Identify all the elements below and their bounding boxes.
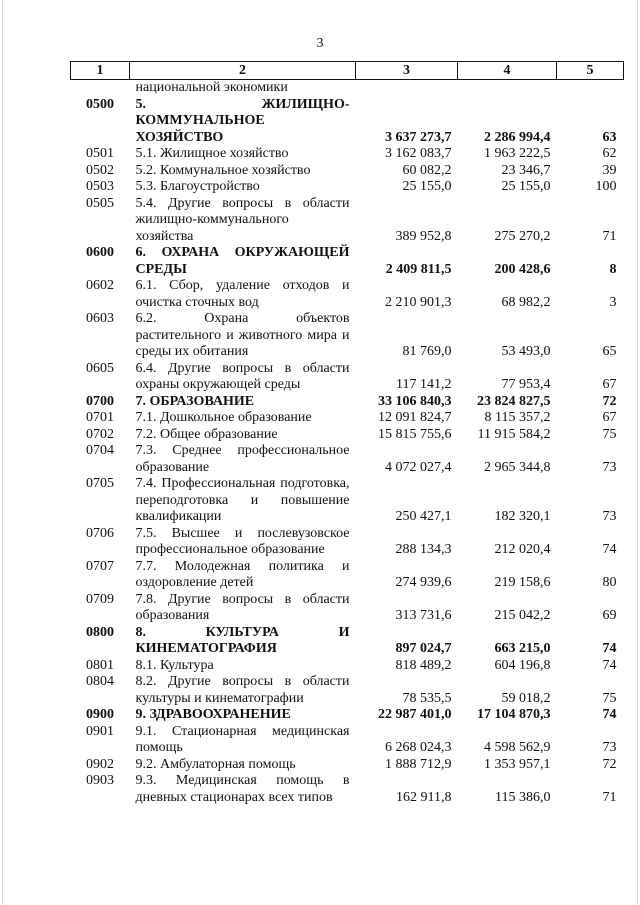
scan-edge-left <box>2 0 3 905</box>
row-fact-amount: 212 020,4 <box>494 542 551 557</box>
row-name: 5.3. Благоустройство <box>135 179 260 194</box>
row-percent: 69 <box>602 608 617 623</box>
table-section-row <box>71 394 624 411</box>
row-percent: 80 <box>602 575 617 590</box>
row-name: 6.2. Охрана объектов растительного и животного мира и среды их обитания <box>135 311 350 359</box>
row-percent: 72 <box>602 756 617 772</box>
row-code: 0701 <box>86 410 114 425</box>
row-name: 8.2. Другие вопросы в области культуры и кинематографии <box>135 674 350 706</box>
row-percent: 75 <box>602 426 617 442</box>
table-section-row <box>71 97 624 147</box>
row-name: 9.3. Медицинская помощь в дневных стационарах всех типов <box>135 773 350 805</box>
row-percent: 73 <box>602 740 617 755</box>
row-percent: 67 <box>602 377 617 392</box>
row-fact-amount: 23 824 827,5 <box>477 393 551 409</box>
row-code: 0600 <box>86 245 114 260</box>
row-name: 7.5. Высшее и послевузовское профессиональное образование <box>135 525 350 557</box>
table-row <box>71 757 624 774</box>
row-fact-amount: 25 155,0 <box>501 179 551 194</box>
table-row <box>71 146 624 163</box>
table-row <box>71 443 624 476</box>
row-percent: 63 <box>602 129 617 145</box>
row-fact-amount: 77 953,4 <box>501 377 551 392</box>
row-name: 6.4. Другие вопросы в области охраны окружающей среды <box>135 360 350 392</box>
row-plan-amount: 162 911,8 <box>396 789 452 805</box>
row-code: 0605 <box>86 360 114 376</box>
row-name: национальной экономики <box>135 80 288 95</box>
row-plan-amount: 313 731,6 <box>395 608 452 623</box>
row-percent <box>557 80 624 97</box>
row-plan-amount: 4 072 027,4 <box>385 459 452 475</box>
table-row <box>71 476 624 526</box>
row-fact-amount: 115 386,0 <box>495 789 551 805</box>
row-fact-amount: 275 270,2 <box>494 228 551 244</box>
row-plan-amount: 274 939,6 <box>395 575 452 590</box>
row-fact-amount: 11 915 584,2 <box>477 426 551 442</box>
row-percent: 74 <box>602 641 617 656</box>
header-row <box>71 62 624 80</box>
table-row <box>71 410 624 427</box>
row-plan-amount: 818 489,2 <box>395 657 452 673</box>
row-plan-amount: 78 535,5 <box>402 690 452 706</box>
row-percent: 74 <box>602 657 617 673</box>
row-fact-amount: 1 963 222,5 <box>484 146 551 161</box>
row-code: 0801 <box>86 657 114 673</box>
row-code: 0502 <box>86 162 114 178</box>
row-percent: 65 <box>602 344 617 359</box>
row-name: 7.3. Среднее профессиональное образование <box>135 443 350 475</box>
row-code: 0707 <box>86 558 114 574</box>
table-body <box>71 80 624 807</box>
scan-edge-right <box>637 0 638 905</box>
header-col-3: 3 <box>356 62 458 80</box>
row-plan-amount: 2 409 811,5 <box>385 261 452 277</box>
row-fact-amount: 1 353 957,1 <box>484 756 551 772</box>
table-row <box>71 526 624 559</box>
row-percent: 73 <box>602 509 617 524</box>
page-number: 3 <box>316 36 324 51</box>
row-code: 0700 <box>86 393 114 409</box>
row-percent: 3 <box>609 294 617 310</box>
row-name: 5.4. Другие вопросы в области жилищно-коммунального хозяйства <box>135 195 350 244</box>
row-plan-amount: 3 637 273,7 <box>385 129 452 145</box>
row-fact-amount: 2 965 344,8 <box>484 459 551 475</box>
row-fact-amount: 4 598 562,9 <box>484 740 551 755</box>
row-code: 0901 <box>86 723 114 739</box>
row-code: 0704 <box>86 443 114 458</box>
row-percent: 67 <box>602 410 617 425</box>
row-percent: 8 <box>609 261 617 277</box>
row-percent: 71 <box>602 228 617 244</box>
table-section-row <box>71 707 624 724</box>
row-code: 0603 <box>86 311 114 326</box>
table-row <box>71 163 624 180</box>
row-percent: 39 <box>602 162 617 178</box>
header-col-5: 5 <box>557 62 624 80</box>
row-code: 0500 <box>86 96 114 112</box>
table-row <box>71 427 624 444</box>
row-plan-amount: 33 106 840,3 <box>378 393 452 409</box>
row-fact-amount: 182 320,1 <box>494 509 551 524</box>
row-plan-amount: 117 141,2 <box>396 377 452 392</box>
row-name: 7.1. Дошкольное образование <box>135 410 312 425</box>
row-code: 0705 <box>86 476 114 491</box>
row-percent: 72 <box>602 393 617 409</box>
table-row <box>71 80 624 97</box>
row-name: 7.4. Профессиональная подготовка, переподготовка и повышение квалификации <box>135 476 350 524</box>
row-plan-amount <box>356 80 458 97</box>
row-plan-amount: 389 952,8 <box>395 228 452 244</box>
table-row <box>71 724 624 757</box>
row-plan-amount: 60 082,2 <box>402 162 452 178</box>
row-percent: 100 <box>595 179 617 194</box>
row-plan-amount: 15 815 755,6 <box>378 426 452 442</box>
row-code: 0800 <box>86 624 114 640</box>
row-fact-amount: 604 196,8 <box>494 657 551 673</box>
row-plan-amount: 6 268 024,3 <box>385 740 452 755</box>
row-plan-amount: 22 987 401,0 <box>378 707 452 722</box>
header-col-2: 2 <box>130 62 356 80</box>
table-section-row <box>71 245 624 278</box>
row-name: 7. ОБРАЗОВАНИЕ <box>135 393 255 409</box>
row-name: 8. КУЛЬТУРА И КИНЕМАТОГРАФИЯ <box>135 624 350 656</box>
row-code: 0902 <box>86 756 114 772</box>
row-name: 7.7. Молодежная политика и оздоровление детей <box>135 558 350 590</box>
row-code: 0702 <box>86 426 114 442</box>
table-row <box>71 179 624 196</box>
row-code: 0501 <box>86 146 114 161</box>
row-code: 0709 <box>86 591 114 607</box>
row-name: 7.8. Другие вопросы в области образования <box>135 591 350 623</box>
row-name: 8.1. Культура <box>135 657 214 673</box>
row-code: 0505 <box>86 195 114 211</box>
row-fact-amount: 23 346,7 <box>501 162 551 178</box>
row-name: 6. ОХРАНА ОКРУЖАЮЩЕЙ СРЕДЫ <box>135 245 350 277</box>
row-plan-amount: 250 427,1 <box>395 509 452 524</box>
row-name: 6.1. Сбор, удаление отходов и очистка сточных вод <box>135 278 350 310</box>
row-fact-amount: 2 286 994,4 <box>484 129 551 145</box>
row-fact-amount: 215 042,2 <box>494 608 551 623</box>
row-fact-amount: 17 104 870,3 <box>477 707 551 722</box>
row-code <box>71 80 130 97</box>
table-header <box>71 62 624 80</box>
row-fact-amount: 200 428,6 <box>494 261 551 277</box>
row-name: 5.1. Жилищное хозяйство <box>135 146 289 161</box>
row-plan-amount: 12 091 824,7 <box>378 410 452 425</box>
row-name: 5.2. Коммунальное хозяйство <box>135 162 311 178</box>
row-fact-amount: 53 493,0 <box>501 344 551 359</box>
row-fact-amount <box>458 80 557 97</box>
table-row <box>71 658 624 675</box>
row-code: 0804 <box>86 674 114 689</box>
row-name: 9. ЗДРАВООХРАНЕНИЕ <box>135 707 291 722</box>
row-plan-amount: 897 024,7 <box>395 641 452 656</box>
table-row <box>71 311 624 361</box>
row-name: 7.2. Общее образование <box>135 426 278 442</box>
row-code: 0503 <box>86 179 114 194</box>
row-code: 0900 <box>86 707 114 722</box>
row-plan-amount: 2 210 901,3 <box>385 294 452 310</box>
row-name: 9.2. Амбулаторная помощь <box>135 756 296 772</box>
row-plan-amount: 25 155,0 <box>402 179 452 194</box>
row-plan-amount: 81 769,0 <box>402 344 452 359</box>
table-row <box>71 196 624 246</box>
table-row <box>71 278 624 311</box>
table-row <box>71 361 624 394</box>
row-fact-amount: 219 158,6 <box>494 575 551 590</box>
row-percent: 75 <box>602 690 617 706</box>
table-row <box>71 773 624 806</box>
row-plan-amount: 3 162 083,7 <box>385 146 452 161</box>
row-fact-amount: 663 215,0 <box>494 641 551 656</box>
table-section-row <box>71 625 624 658</box>
row-percent: 73 <box>602 459 617 475</box>
row-percent: 62 <box>602 146 617 161</box>
row-plan-amount: 1 888 712,9 <box>385 756 452 772</box>
row-code: 0903 <box>86 773 114 788</box>
row-code: 0602 <box>86 278 114 293</box>
table-row <box>71 674 624 707</box>
row-percent: 74 <box>602 542 617 557</box>
header-col-1: 1 <box>71 62 130 80</box>
row-name: 5. ЖИЛИЩНО-КОММУНАЛЬНОЕ ХОЗЯЙСТВО <box>135 96 350 145</box>
table-row <box>71 559 624 592</box>
row-plan-amount: 288 134,3 <box>395 542 452 557</box>
table-row <box>71 592 624 625</box>
header-col-4: 4 <box>458 62 557 80</box>
row-percent: 74 <box>602 707 617 722</box>
row-fact-amount: 8 115 357,2 <box>484 410 551 425</box>
row-fact-amount: 68 982,2 <box>501 294 551 310</box>
row-code: 0706 <box>86 525 114 541</box>
row-name: 9.1. Стационарная медицинская помощь <box>135 723 350 755</box>
row-percent: 71 <box>602 789 617 805</box>
budget-table <box>70 61 624 806</box>
row-fact-amount: 59 018,2 <box>501 690 551 706</box>
